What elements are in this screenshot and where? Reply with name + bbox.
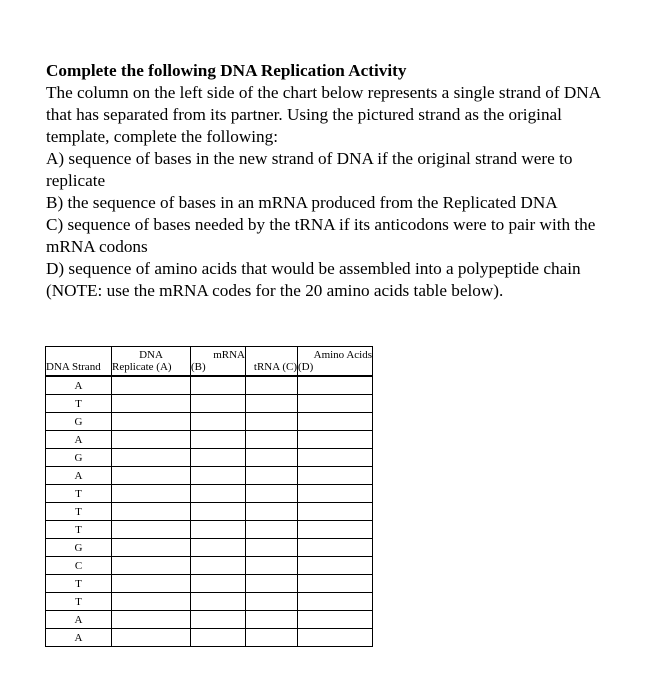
step-a: A) sequence of bases in the new strand of DNA if the original strand were to replicate: [46, 149, 573, 190]
trna-c-cell[interactable]: [246, 431, 298, 449]
table-row: [46, 413, 373, 431]
table-row: [46, 449, 373, 467]
instructions: [46, 60, 616, 302]
trna-c-cell[interactable]: [246, 575, 298, 593]
header-row-1: [46, 347, 373, 362]
trna-c-cell[interactable]: [246, 539, 298, 557]
mrna-b-cell[interactable]: [191, 449, 246, 467]
replication-table: [45, 346, 373, 647]
table-row: [46, 467, 373, 485]
header-dna-top: DNA: [112, 347, 191, 362]
dna-base-cell: A: [46, 376, 112, 395]
table-row: [46, 485, 373, 503]
replicate-a-cell[interactable]: [112, 611, 191, 629]
trna-c-cell[interactable]: [246, 557, 298, 575]
dna-base-cell: G: [46, 413, 112, 431]
table-row: [46, 376, 373, 395]
table-row: [46, 395, 373, 413]
header-mrna-top: mRNA: [191, 347, 246, 362]
activity-intro: The column on the left side of the chart below represents a single strand of DNA that has separated from its partner. Using the pictured strand as the original template, complete the following:: [46, 83, 601, 146]
dna-base-cell: A: [46, 629, 112, 647]
dna-base-cell: A: [46, 467, 112, 485]
mrna-b-cell[interactable]: [191, 539, 246, 557]
trna-c-cell[interactable]: [246, 485, 298, 503]
amino-acid-d-cell[interactable]: [298, 413, 373, 431]
trna-c-cell[interactable]: [246, 593, 298, 611]
mrna-b-cell[interactable]: [191, 467, 246, 485]
replicate-a-cell[interactable]: [112, 485, 191, 503]
replicate-a-cell[interactable]: [112, 431, 191, 449]
amino-acid-d-cell[interactable]: [298, 593, 373, 611]
mrna-b-cell[interactable]: [191, 557, 246, 575]
mrna-b-cell[interactable]: [191, 376, 246, 395]
activity-title: Complete the following DNA Replication Activity: [46, 61, 407, 80]
trna-c-cell[interactable]: [246, 611, 298, 629]
dna-base-cell: A: [46, 611, 112, 629]
dna-base-cell: C: [46, 557, 112, 575]
table-body: [46, 347, 373, 647]
mrna-b-cell[interactable]: [191, 503, 246, 521]
trna-c-cell[interactable]: [246, 376, 298, 395]
amino-acid-d-cell[interactable]: [298, 611, 373, 629]
header-amino-acids-top: Amino Acids: [298, 347, 373, 362]
dna-base-cell: T: [46, 503, 112, 521]
header-row-2: [46, 361, 373, 376]
amino-acid-d-cell[interactable]: [298, 521, 373, 539]
table-row: [46, 521, 373, 539]
header-dna-strand-top: [46, 347, 112, 362]
replicate-a-cell[interactable]: [112, 467, 191, 485]
mrna-b-cell[interactable]: [191, 629, 246, 647]
replicate-a-cell[interactable]: [112, 575, 191, 593]
replicate-a-cell[interactable]: [112, 629, 191, 647]
mrna-b-cell[interactable]: [191, 413, 246, 431]
amino-acid-d-cell[interactable]: [298, 467, 373, 485]
trna-c-cell[interactable]: [246, 503, 298, 521]
amino-acid-d-cell[interactable]: [298, 376, 373, 395]
replicate-a-cell[interactable]: [112, 521, 191, 539]
step-b: B) the sequence of bases in an mRNA produced from the Replicated DNA: [46, 193, 558, 212]
table-row: [46, 629, 373, 647]
table-row: [46, 593, 373, 611]
header-trna-top: [246, 347, 298, 362]
table-row: [46, 539, 373, 557]
mrna-b-cell[interactable]: [191, 431, 246, 449]
dna-base-cell: G: [46, 449, 112, 467]
trna-c-cell[interactable]: [246, 629, 298, 647]
step-c: C) sequence of bases needed by the tRNA if its anticodons were to pair with the mRNA codons: [46, 215, 596, 256]
mrna-b-cell[interactable]: [191, 395, 246, 413]
dna-base-cell: T: [46, 521, 112, 539]
trna-c-cell[interactable]: [246, 521, 298, 539]
mrna-b-cell[interactable]: [191, 575, 246, 593]
replicate-a-cell[interactable]: [112, 376, 191, 395]
table-row: [46, 557, 373, 575]
mrna-b-cell[interactable]: [191, 521, 246, 539]
amino-acid-d-cell[interactable]: [298, 431, 373, 449]
replicate-a-cell[interactable]: [112, 539, 191, 557]
header-trna-c: tRNA (C): [246, 361, 298, 376]
replicate-a-cell[interactable]: [112, 449, 191, 467]
dna-base-cell: T: [46, 575, 112, 593]
amino-acid-d-cell[interactable]: [298, 395, 373, 413]
mrna-b-cell[interactable]: [191, 611, 246, 629]
header-dna-strand: DNA Strand: [46, 361, 112, 376]
amino-acid-d-cell[interactable]: [298, 539, 373, 557]
mrna-b-cell[interactable]: [191, 485, 246, 503]
trna-c-cell[interactable]: [246, 467, 298, 485]
dna-base-cell: T: [46, 593, 112, 611]
header-mrna-b: (B): [191, 361, 246, 376]
replicate-a-cell[interactable]: [112, 503, 191, 521]
step-d: D) sequence of amino acids that would be assembled into a polypeptide chain (NOTE: use the mRNA codes for the 20 amino acids table below).: [46, 259, 581, 300]
header-replicate-a: Replicate (A): [112, 361, 191, 376]
amino-acid-d-cell[interactable]: [298, 575, 373, 593]
replicate-a-cell[interactable]: [112, 395, 191, 413]
amino-acid-d-cell[interactable]: [298, 629, 373, 647]
dna-base-cell: A: [46, 431, 112, 449]
amino-acid-d-cell[interactable]: [298, 485, 373, 503]
trna-c-cell[interactable]: [246, 413, 298, 431]
header-amino-acids-d: (D): [298, 361, 373, 376]
trna-c-cell[interactable]: [246, 395, 298, 413]
replicate-a-cell[interactable]: [112, 413, 191, 431]
replicate-a-cell[interactable]: [112, 593, 191, 611]
amino-acid-d-cell[interactable]: [298, 557, 373, 575]
dna-base-cell: G: [46, 539, 112, 557]
table-row: [46, 611, 373, 629]
table-row: [46, 575, 373, 593]
amino-acid-d-cell[interactable]: [298, 503, 373, 521]
dna-base-cell: T: [46, 395, 112, 413]
table-row: [46, 431, 373, 449]
trna-c-cell[interactable]: [246, 449, 298, 467]
replicate-a-cell[interactable]: [112, 557, 191, 575]
dna-base-cell: T: [46, 485, 112, 503]
mrna-b-cell[interactable]: [191, 593, 246, 611]
table-row: [46, 503, 373, 521]
amino-acid-d-cell[interactable]: [298, 449, 373, 467]
